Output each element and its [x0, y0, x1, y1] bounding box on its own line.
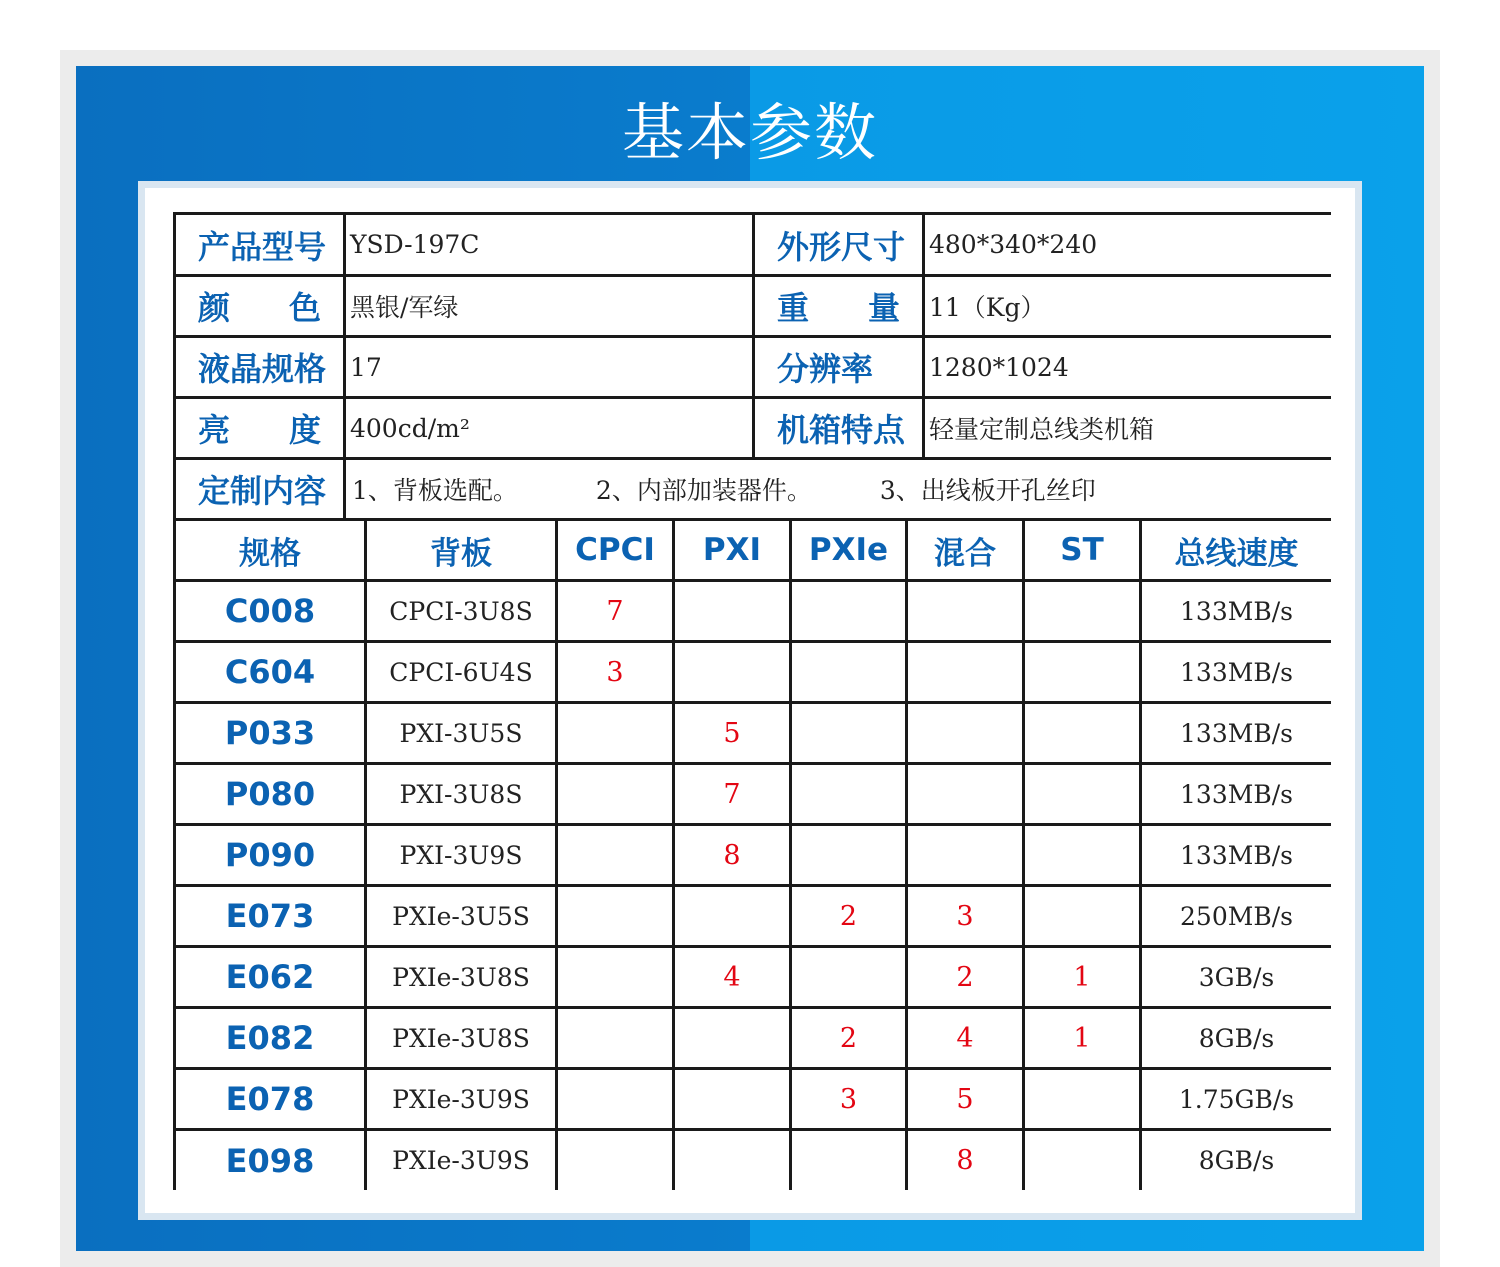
- table-cell-pxi: [675, 948, 789, 1006]
- cell-text-backplane: PXIe-3U9S: [392, 1146, 530, 1175]
- column-header-text: 背板: [430, 535, 492, 572]
- cell-text-speed: 133MB/s: [1180, 840, 1293, 870]
- spec-value: [925, 399, 1331, 457]
- spec-value-text: 17: [350, 352, 382, 382]
- table-cell-code: [176, 1070, 364, 1128]
- cell-text-pxi: 5: [723, 717, 741, 749]
- table-cell-speed: [1142, 1070, 1331, 1128]
- cell-text-pxi: 7: [723, 778, 741, 810]
- cell-text-code: P090: [224, 836, 316, 874]
- table-cell-backplane: [367, 765, 555, 823]
- spec-label: [176, 215, 343, 274]
- cell-text-cpci: 3: [606, 656, 624, 688]
- spec-value-text: 轻量定制总线类机箱: [929, 415, 1155, 444]
- spec-value: [346, 277, 752, 335]
- table-cell-mixed: [908, 826, 1022, 884]
- column-header: [558, 521, 672, 579]
- spec-label-text: 亮: [198, 411, 231, 449]
- column-header: [792, 521, 905, 579]
- spec-value-text: 1280*1024: [929, 352, 1069, 382]
- cell-text-backplane: CPCI-3U8S: [389, 596, 533, 626]
- table-cell-backplane: [367, 704, 555, 762]
- cell-text-speed: 8GB/s: [1198, 1146, 1275, 1175]
- table-cell-code: [176, 826, 364, 884]
- spec-value-text: 400cd/m²: [350, 413, 470, 443]
- table-cell-mixed: [908, 1131, 1022, 1190]
- cell-text-code: E078: [225, 1080, 315, 1118]
- cell-text-backplane: PXI-3U5S: [399, 718, 523, 748]
- table-cell-pxi: [675, 643, 789, 701]
- table-cell-pxie: [792, 1070, 905, 1128]
- custom-item: 2、内部加装器件。: [595, 476, 812, 505]
- cell-text-mixed: 2: [956, 961, 974, 993]
- cell-text-code: E082: [225, 1019, 315, 1057]
- table-cell-pxie: [792, 704, 905, 762]
- cell-text-speed: 8GB/s: [1198, 1023, 1275, 1053]
- cell-text-backplane: PXI-3U9S: [399, 840, 523, 870]
- table-cell-cpci: [558, 948, 672, 1006]
- table-cell-backplane: [367, 582, 555, 640]
- spec-label-text: 液晶规格: [198, 350, 327, 388]
- table-cell-speed: [1142, 643, 1331, 701]
- table-cell-pxie: [792, 643, 905, 701]
- table-cell-mixed: [908, 1009, 1022, 1067]
- column-header: [176, 521, 364, 579]
- spec-label-text: 分辨率: [777, 350, 874, 388]
- spec-label: [755, 215, 922, 274]
- spec-value: [925, 215, 1331, 274]
- table-cell-code: [176, 643, 364, 701]
- table-cell-st: [1025, 1009, 1139, 1067]
- cell-text-backplane: PXIe-3U8S: [392, 962, 530, 992]
- spec-label-text: 重: [777, 289, 810, 327]
- custom-item: 1、背板选配。: [352, 476, 518, 505]
- table-cell-pxie: [792, 765, 905, 823]
- table-cell-st: [1025, 643, 1139, 701]
- table-cell-speed: [1142, 948, 1331, 1006]
- cell-text-speed: 133MB/s: [1180, 657, 1293, 687]
- table-cell-mixed: [908, 887, 1022, 945]
- cell-text-backplane: PXIe-3U9S: [392, 1084, 530, 1114]
- table-cell-backplane: [367, 887, 555, 945]
- spec-label: [176, 399, 343, 457]
- table-cell-backplane: [367, 948, 555, 1006]
- table-cell-mixed: [908, 765, 1022, 823]
- spec-value-text: 黑银/军绿: [350, 293, 459, 322]
- table-cell-speed: [1142, 826, 1331, 884]
- table-cell-speed: [1142, 582, 1331, 640]
- table-cell-pxi: [675, 887, 789, 945]
- column-header-text: 混合: [934, 535, 996, 572]
- table-cell-st: [1025, 1131, 1139, 1190]
- custom-label-text: 定制内容: [198, 472, 327, 510]
- table-cell-cpci: [558, 826, 672, 884]
- table-cell-pxi: [675, 582, 789, 640]
- table-cell-pxi: [675, 1009, 789, 1067]
- table-cell-code: [176, 582, 364, 640]
- spec-value-text: 11（Kg）: [929, 293, 1046, 322]
- spec-value: [346, 215, 752, 274]
- table-cell-st: [1025, 765, 1139, 823]
- cell-text-mixed: 8: [956, 1145, 974, 1176]
- table-cell-pxie: [792, 948, 905, 1006]
- cell-text-backplane: PXIe-3U8S: [392, 1023, 530, 1053]
- cell-text-speed: 1.75GB/s: [1178, 1084, 1295, 1114]
- column-header: [367, 521, 555, 579]
- spec-label-text: 度: [288, 411, 321, 449]
- page-title: 基本参数: [621, 96, 878, 169]
- cell-text-backplane: PXIe-3U5S: [392, 901, 530, 931]
- column-header-text: PXI: [702, 532, 762, 568]
- column-header: [675, 521, 789, 579]
- spec-label: [176, 277, 343, 335]
- cell-text-speed: 3GB/s: [1198, 962, 1275, 992]
- spec-label: [176, 338, 343, 396]
- cell-text-speed: 133MB/s: [1180, 779, 1293, 809]
- table-cell-cpci: [558, 704, 672, 762]
- spec-label-text: 外形尺寸: [777, 227, 906, 266]
- table-cell-cpci: [558, 1131, 672, 1190]
- table-cell-st: [1025, 704, 1139, 762]
- cell-text-code: E073: [225, 897, 315, 935]
- spec-label: [755, 338, 922, 396]
- cell-text-pxie: 3: [839, 1083, 858, 1115]
- table-cell-pxi: [675, 826, 789, 884]
- column-header: [1142, 521, 1331, 579]
- spec-table: [173, 212, 1331, 1190]
- spec-value-text: YSD-197C: [350, 230, 480, 259]
- table-cell-speed: [1142, 1009, 1331, 1067]
- table-cell-backplane: [367, 1131, 555, 1190]
- table-cell-backplane: [367, 1009, 555, 1067]
- cell-text-pxie: 2: [839, 1022, 858, 1054]
- column-header-text: ST: [1060, 532, 1104, 568]
- cell-text-mixed: 5: [956, 1083, 974, 1115]
- table-cell-pxi: [675, 704, 789, 762]
- table-cell-speed: [1142, 704, 1331, 762]
- cell-text-st: 1: [1073, 961, 1091, 993]
- table-cell-backplane: [367, 1070, 555, 1128]
- table-cell-code: [176, 948, 364, 1006]
- custom-label: [176, 460, 343, 518]
- table-cell-pxie: [792, 1009, 905, 1067]
- table-cell-speed: [1142, 765, 1331, 823]
- custom-value: [346, 460, 1331, 518]
- column-header: [908, 521, 1022, 579]
- cell-text-pxi: 8: [723, 839, 741, 871]
- table-cell-cpci: [558, 1070, 672, 1128]
- table-cell-backplane: [367, 826, 555, 884]
- table-cell-mixed: [908, 704, 1022, 762]
- spec-label: [755, 399, 922, 457]
- cell-text-pxi: 4: [723, 961, 741, 993]
- spec-value: [925, 277, 1331, 335]
- table-cell-st: [1025, 826, 1139, 884]
- table-cell-cpci: [558, 765, 672, 823]
- column-header-text: CPCI: [575, 532, 655, 568]
- table-cell-pxi: [675, 1070, 789, 1128]
- table-cell-st: [1025, 1070, 1139, 1128]
- spec-label: [755, 277, 922, 335]
- spec-value: [346, 399, 752, 457]
- table-cell-cpci: [558, 1009, 672, 1067]
- table-cell-backplane: [367, 643, 555, 701]
- table-cell-speed: [1142, 887, 1331, 945]
- table-cell-pxie: [792, 582, 905, 640]
- table-cell-mixed: [908, 582, 1022, 640]
- cell-text-st: 1: [1073, 1022, 1091, 1054]
- table-cell-code: [176, 704, 364, 762]
- spec-label-text: 机箱特点: [777, 411, 906, 449]
- spec-label-text: 量: [867, 289, 900, 327]
- custom-item: 3、出线板开孔丝印: [879, 476, 1096, 505]
- table-cell-cpci: [558, 643, 672, 701]
- spec-label-text: 色: [288, 289, 321, 327]
- cell-text-code: E098: [225, 1141, 315, 1180]
- column-header-text: 总线速度: [1174, 535, 1299, 572]
- spec-value: [925, 338, 1331, 396]
- cell-text-speed: 250MB/s: [1180, 901, 1293, 931]
- spec-value: [346, 338, 752, 396]
- table-cell-pxie: [792, 1131, 905, 1190]
- cell-text-mixed: 4: [956, 1022, 974, 1054]
- table-cell-pxi: [675, 1131, 789, 1190]
- table-cell-pxie: [792, 826, 905, 884]
- spec-label-text: 颜: [198, 289, 231, 327]
- table-cell-st: [1025, 887, 1139, 945]
- cell-text-speed: 133MB/s: [1180, 596, 1293, 626]
- column-header-text: 规格: [239, 535, 301, 572]
- table-cell-code: [176, 765, 364, 823]
- table-cell-code: [176, 887, 364, 945]
- column-header: [1025, 521, 1139, 579]
- column-header-text: PXIe: [808, 532, 889, 568]
- cell-text-code: P080: [224, 775, 316, 813]
- cell-text-code: C008: [224, 592, 316, 630]
- table-cell-code: [176, 1009, 364, 1067]
- table-cell-st: [1025, 582, 1139, 640]
- spec-value-text: 480*340*240: [929, 230, 1098, 259]
- table-cell-cpci: [558, 887, 672, 945]
- cell-text-mixed: 3: [956, 900, 974, 932]
- table-cell-pxie: [792, 887, 905, 945]
- cell-text-backplane: PXI-3U8S: [399, 779, 523, 809]
- cell-text-speed: 133MB/s: [1180, 718, 1293, 748]
- table-cell-mixed: [908, 1070, 1022, 1128]
- cell-text-code: C604: [224, 653, 316, 691]
- cell-text-pxie: 2: [839, 900, 858, 932]
- cell-text-backplane: CPCI-6U4S: [389, 657, 533, 687]
- cell-text-cpci: 7: [606, 595, 624, 627]
- table-cell-code: [176, 1131, 364, 1190]
- table-cell-pxi: [675, 765, 789, 823]
- table-cell-st: [1025, 948, 1139, 1006]
- table-cell-cpci: [558, 582, 672, 640]
- cell-text-code: E062: [225, 958, 315, 996]
- table-cell-mixed: [908, 643, 1022, 701]
- cell-text-code: P033: [224, 714, 316, 752]
- table-cell-mixed: [908, 948, 1022, 1006]
- table-cell-speed: [1142, 1131, 1331, 1190]
- spec-label-text: 产品型号: [198, 227, 327, 266]
